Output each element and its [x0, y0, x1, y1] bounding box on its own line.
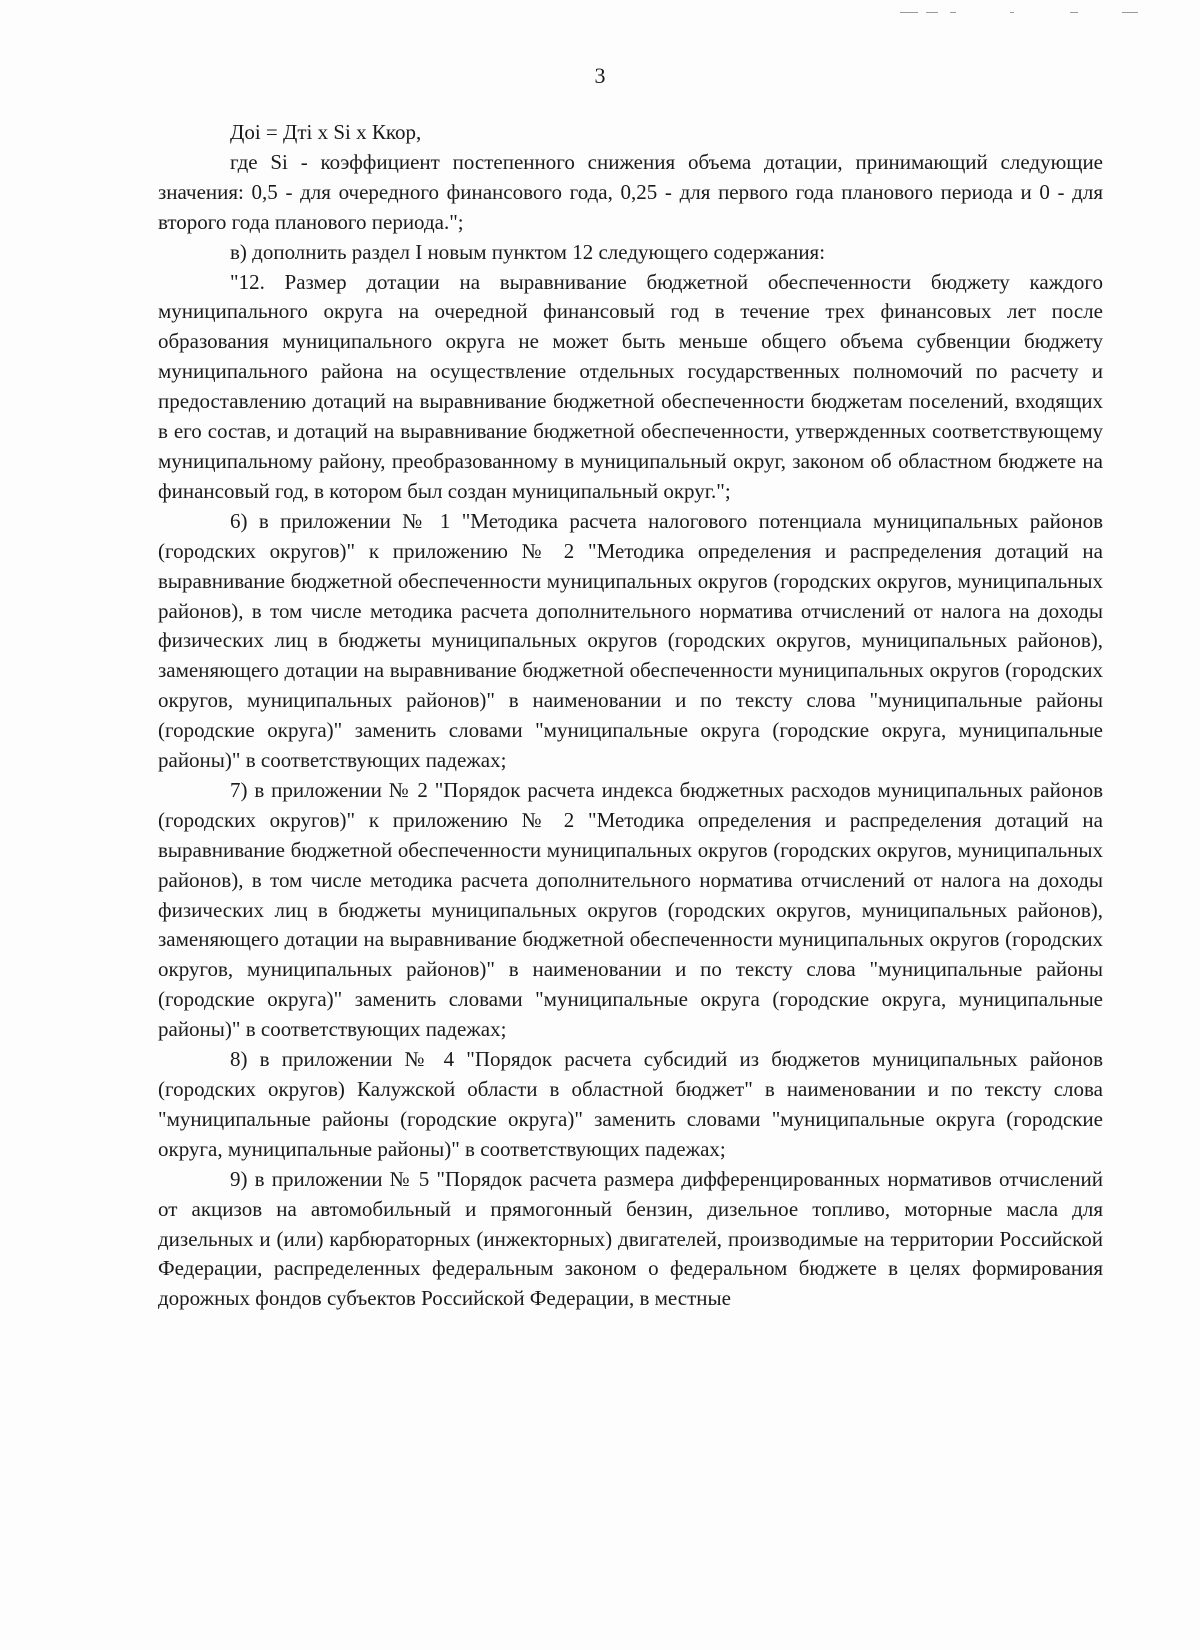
paragraph-item-v: в) дополнить раздел I новым пунктом 12 следующего содержания: [230, 239, 826, 264]
document-body [158, 118, 1103, 1314]
paragraph-point-12: "12. Размер дотации на выравнивание бюджетной обеспеченности бюджету каждого муниципального округа на очередной финансовый год в течение трех финансовых лет после образования муниципального округа не может быть меньше общего объема субвенции бюджету муниципального района на осуществление отдельных государственных полномочий по расчету и предоставлению дотаций на выравнивание бюджетной обеспеченности бюджетам поселений, входящих в его состав, и дотаций на выравнивание бюджетной обеспеченности, утвержденных соответствующему муниципальному району, преобразованному в муниципальный округ, законом об областном бюджете на финансовый год, в котором был создан муниципальный округ."; [158, 269, 1103, 503]
paragraph-item-9: 9) в приложении № 5 "Порядок расчета размера дифференцированных нормативов отчислений от акцизов на автомобильный и прямогонный бензин, дизельное топливо, моторные масла для дизельных и (или) карбюраторных (инжекторных) двигателей, производимые на территории Российской Федерации, распределенных федеральным законом о федеральном бюджете в целях формирования дорожных фондов субъектов Российской Федерации, в местные [158, 1166, 1103, 1311]
scan-artifact-marks [860, 8, 1160, 18]
paragraph-item-6: 6) в приложении № 1 "Методика расчета налогового потенциала муниципальных районов (городских округов)" к приложению № 2 "Методика определения и распределения дотаций на выравнивание бюджетной обеспеченности муниципальных округов (городских округов, муниципальных районов), в том числе методика расчета дополнительного норматива отчислений от налога на доходы физических лиц в бюджеты муниципальных округов (городских округов, муниципальных районов), заменяющего дотации на выравнивание бюджетной обеспеченности муниципальных округов (городских округов, муниципальных районов)" в наименовании и по тексту слова "муниципальные районы (городские округа)" заменить словами "муниципальные округа (городские округа, муниципальные районы)" в соответствующих падежах; [158, 508, 1103, 773]
page-number: 3 [594, 63, 606, 88]
paragraph-item-7: 7) в приложении № 2 "Порядок расчета индекса бюджетных расходов муниципальных районов (городских округов)" к приложению № 2 "Методика определения и распределения дотаций на выравнивание бюджетной обеспеченности муниципальных округов (городских округов, муниципальных районов), в том числе методика расчета дополнительного норматива отчислений от налога на доходы физических лиц в бюджеты муниципальных округов (городских округов, муниципальных районов), заменяющего дотации на выравнивание бюджетной обеспеченности муниципальных округов (городских округов, муниципальных районов)" в наименовании и по тексту слова "муниципальные районы (городские округа)" заменить словами "муниципальные округа (городские округа, муниципальные районы)" в соответствующих падежах; [158, 777, 1103, 1042]
formula-line: Доi = Дтi x Si x Ккор, [230, 120, 422, 144]
paragraph-coefficient-definition: где Si - коэффициент постепенного снижения объема дотации, принимающий следующие значения: 0,5 - для очередного финансового года, 0,25 - для первого года планового периода и 0 - для второго года планового периода."; [158, 149, 1103, 234]
paragraph-item-8: 8) в приложении № 4 "Порядок расчета субсидий из бюджетов муниципальных районов (городских округов) Калужской области в областной бюджет" в наименовании и по тексту слова "муниципальные районы (городские округа)" заменить словами "муниципальные округа (городские округа, муниципальные районы)" в соответствующих падежах; [158, 1047, 1103, 1161]
